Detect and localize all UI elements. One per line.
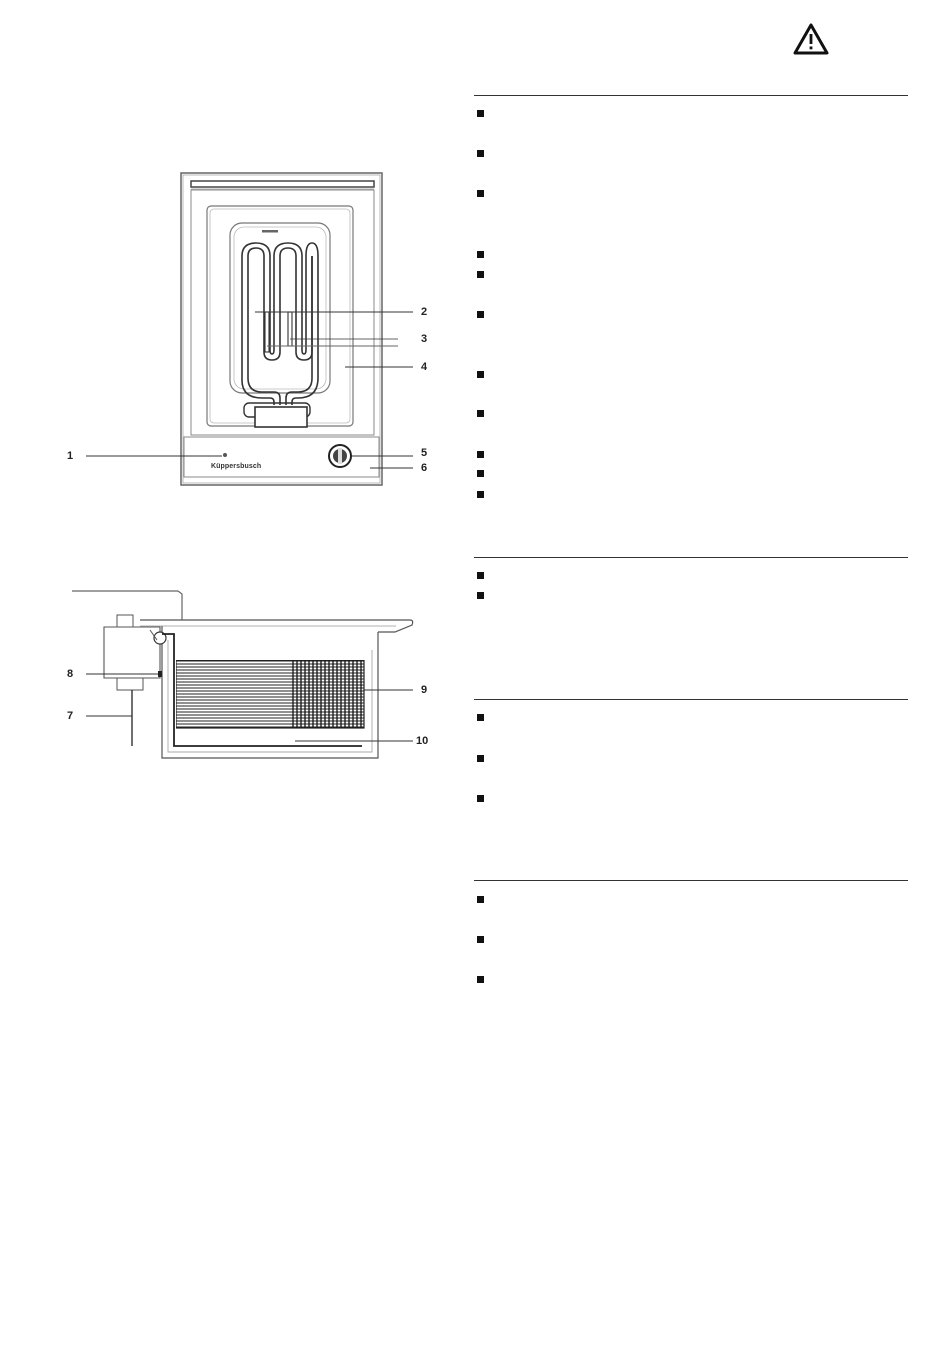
appliance-cross-section-figure [0,580,460,780]
list-bullet [477,936,484,943]
list-bullet [477,470,484,477]
callout-2: 2 [421,306,428,318]
list-bullet [477,410,484,417]
list-bullet [477,755,484,762]
list-bullet [477,795,484,802]
list-bullet [477,896,484,903]
callout-4: 4 [421,361,428,373]
callout-8: 8 [67,668,74,680]
list-bullet [477,251,484,258]
section-divider [474,95,908,96]
list-bullet [477,110,484,117]
callout-1: 1 [67,450,74,462]
callout-10: 10 [416,735,429,747]
callout-9: 9 [421,684,428,696]
list-bullet [477,190,484,197]
section-divider [474,557,908,558]
callout-6: 6 [421,462,428,474]
list-bullet [477,491,484,498]
appliance-top-view-figure [0,0,460,520]
list-bullet [477,714,484,721]
heating-element-grid [176,660,376,732]
callout-3: 3 [421,333,428,345]
list-bullet [477,451,484,458]
warning-triangle-icon [792,22,830,56]
list-bullet [477,271,484,278]
list-bullet [477,572,484,579]
list-bullet [477,976,484,983]
list-bullet [477,150,484,157]
list-bullet [477,371,484,378]
callout-5: 5 [421,447,428,459]
list-bullet [477,311,484,318]
list-bullet [477,592,484,599]
section-divider [474,699,908,700]
callout-7: 7 [67,710,74,722]
section-divider [474,880,908,881]
brand-logo-label: Küppersbusch [211,463,262,470]
